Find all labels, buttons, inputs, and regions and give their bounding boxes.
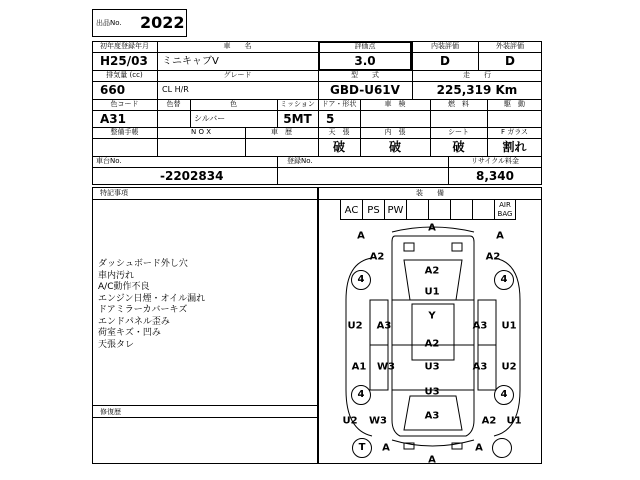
- damage-mark: Y: [428, 310, 436, 322]
- car-name-value: ミニキャブV: [162, 56, 219, 67]
- damage-mark: A3: [472, 361, 488, 373]
- door-shape-value: 5: [326, 112, 335, 126]
- remark-line: 荷室キズ・凹み: [98, 328, 161, 338]
- damage-mark: U1: [424, 286, 440, 298]
- model-code-label: 型 式: [351, 71, 379, 79]
- equipment-row: [340, 200, 516, 220]
- remark-line: エンドパネル歪み: [98, 316, 170, 327]
- damage-mark: A: [357, 230, 365, 242]
- transmission-label: ミッション: [280, 100, 315, 108]
- damage-mark: A1: [351, 361, 367, 373]
- equipment-cell: PW: [384, 200, 406, 220]
- color-change-label: 色替: [166, 100, 181, 108]
- equipment-cell: [472, 200, 494, 220]
- inner-panel-value: 破: [388, 140, 401, 154]
- equipment-title: 装 備: [416, 189, 444, 197]
- grade-label: グレード: [223, 71, 252, 79]
- recycle-fee-label: リサイクル料金: [470, 157, 520, 165]
- transmission-value: 5MT: [283, 112, 312, 126]
- remark-line: 天張タレ: [98, 339, 135, 350]
- seat-label: シート: [448, 128, 469, 136]
- nox-label: N O X: [191, 128, 211, 136]
- first-registration-value: H25/03: [100, 54, 148, 68]
- remark-line: エンジン日煙・オイル漏れ: [98, 293, 206, 304]
- damage-mark: U1: [501, 320, 517, 332]
- car-history-label: 車 歴: [271, 128, 292, 136]
- damage-mark: W3: [369, 415, 387, 427]
- displacement-label: 排気量 (cc): [106, 71, 143, 79]
- lot-number-label: 出品No.: [96, 19, 122, 27]
- chassis-number-label: 車台No.: [96, 157, 122, 165]
- equipment-cell: AC: [340, 200, 362, 220]
- service-record-label: 整備手帳: [110, 128, 139, 136]
- color-value: シルバー: [194, 114, 226, 123]
- equipment-cell: [406, 200, 428, 220]
- color-code-label: 色コード: [110, 100, 139, 108]
- tire-circle: 4: [494, 385, 514, 405]
- equipment-cell: PS: [362, 200, 384, 220]
- remarks-title: 特記事項: [100, 189, 128, 197]
- damage-mark: A2: [369, 251, 385, 263]
- damage-mark: A2: [485, 251, 501, 263]
- score-label: 評価点: [354, 42, 376, 50]
- exterior-grade-label: 外装評価: [496, 42, 524, 50]
- lot-number-value: 2022: [140, 13, 185, 32]
- ceiling-value: 破: [332, 140, 345, 154]
- damage-mark: A: [382, 442, 390, 454]
- remark-line: 車内汚れ: [98, 270, 135, 281]
- mileage-value: 225,319 Km: [436, 83, 518, 97]
- inner-panel-label: 内 張: [384, 128, 406, 136]
- remark-line: ドアミラーカバーキズ: [98, 305, 188, 315]
- damage-mark: A2: [424, 265, 440, 277]
- damage-mark: U2: [347, 320, 363, 332]
- door-shape-label: ドア・形状: [321, 100, 357, 108]
- damage-mark: A: [428, 222, 436, 234]
- grade-value: CL H/R: [162, 85, 189, 94]
- registration-number-label: 登録No.: [287, 157, 313, 165]
- car-name-label: 車 名: [223, 42, 252, 50]
- fuel-label: 燃 料: [448, 100, 469, 108]
- tire-circle: 4: [351, 385, 371, 405]
- tire-circle: 4: [494, 270, 514, 290]
- repair-history-title: 修復歴: [100, 408, 121, 416]
- damage-mark: U3: [424, 386, 440, 398]
- damage-mark: A3: [472, 320, 488, 332]
- equipment-cell: [428, 200, 450, 220]
- damage-mark: A2: [424, 338, 440, 350]
- ceiling-label: 天 張: [328, 128, 350, 136]
- mileage-label: 走 行: [463, 71, 491, 79]
- color-code-value: A31: [100, 112, 126, 126]
- windshield-value: 割れ: [502, 140, 527, 154]
- damage-mark: A3: [376, 320, 392, 332]
- exterior-grade-value: D: [505, 54, 515, 68]
- drive-label: 駆 動: [504, 100, 525, 108]
- score-value: 3.0: [354, 54, 376, 68]
- equipment-cell: [450, 200, 472, 220]
- tire-circle: 4: [351, 270, 371, 290]
- first-registration-label: 初年度登録年月: [100, 42, 149, 50]
- windshield-label: F ガラス: [500, 128, 529, 136]
- color-label: 色: [230, 100, 237, 108]
- damage-mark: A2: [481, 415, 497, 427]
- damage-mark: U1: [506, 415, 522, 427]
- damage-mark: A: [496, 230, 504, 242]
- damage-mark: U3: [424, 361, 440, 373]
- remark-line: ダッシュボード外し穴: [98, 259, 188, 269]
- lot-number-box: [92, 9, 187, 37]
- interior-grade-label: 内装評価: [431, 42, 459, 50]
- model-code-value: GBD-U61V: [330, 83, 400, 97]
- spare-tire-circle: [492, 438, 512, 458]
- damage-mark: W3: [377, 361, 395, 373]
- interior-grade-value: D: [440, 54, 450, 68]
- equipment-cell: AIR BAG: [494, 200, 516, 220]
- tire-circle: T: [352, 438, 372, 458]
- remarks-list: [98, 259, 205, 351]
- damage-mark: A: [428, 454, 436, 466]
- damage-mark: A3: [424, 410, 440, 422]
- seat-value: 破: [452, 140, 465, 154]
- remark-line: A/C動作不良: [98, 282, 150, 292]
- damage-mark: U2: [501, 361, 517, 373]
- damage-mark: A: [475, 442, 483, 454]
- damage-mark: U2: [342, 415, 358, 427]
- recycle-fee-value: 8,340: [476, 169, 514, 183]
- chassis-number-value: -2202834: [160, 169, 224, 183]
- displacement-value: 660: [100, 83, 126, 97]
- inspection-label: 車 検: [384, 100, 406, 108]
